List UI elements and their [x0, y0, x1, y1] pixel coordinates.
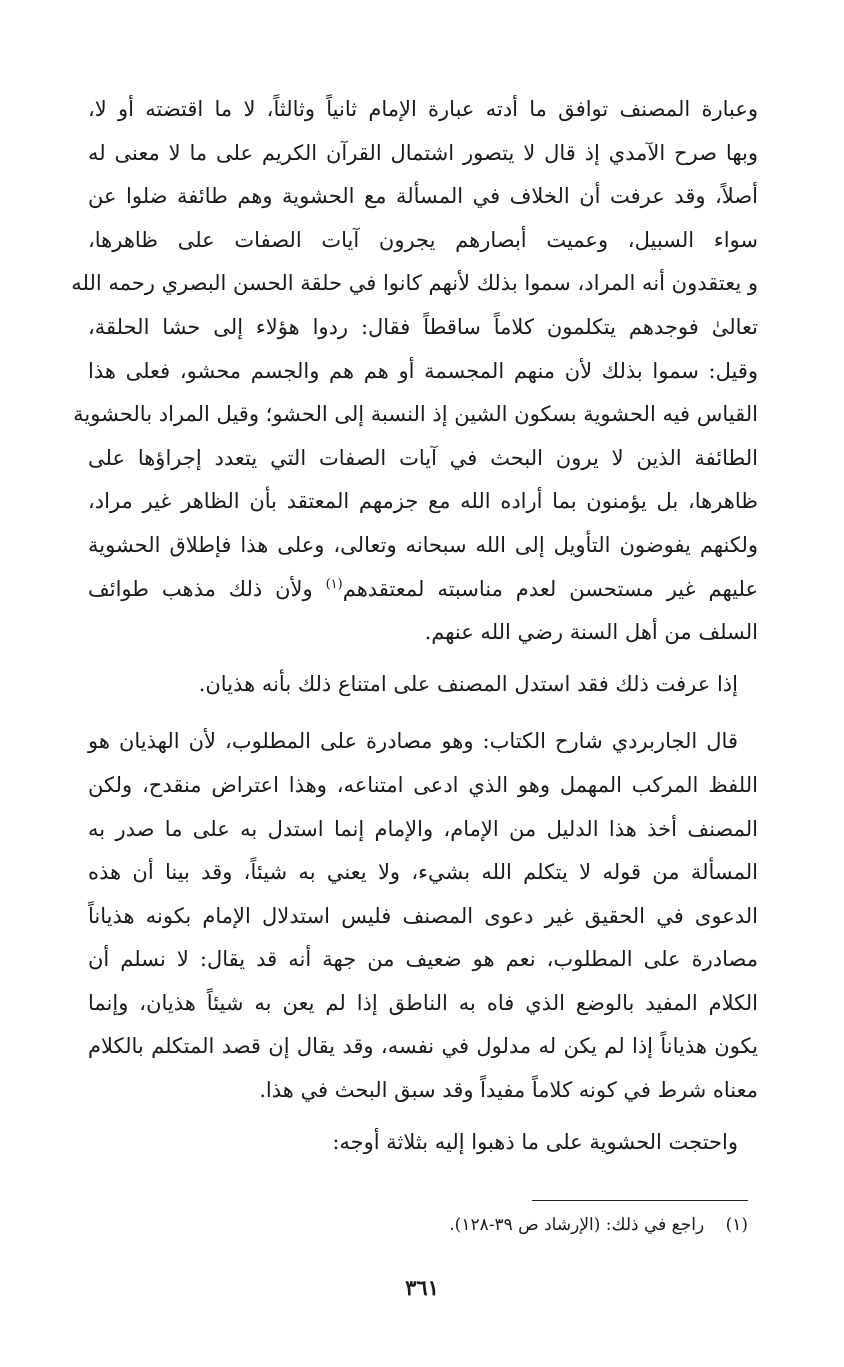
text-line: و يعتقدون أنه المراد، سموا بذلك لأنهم كانوا في حلقة الحسن البصري رحمه الله: [71, 271, 758, 296]
text-line: وقيل: سموا بذلك لأن منهم المجسمة أو هم هم والجسم محشو، فعلى هذا: [88, 358, 758, 383]
text-line: قال الجاربردي شارح الكتاب: وهو مصادرة على المطلوب، لأن الهذيان هو: [88, 729, 738, 754]
text-line: إذا عرفت ذلك فقد استدل المصنف على امتناع ذلك بأنه هذيان.: [198, 671, 738, 696]
text-line: السلف من أهل السنة رضي الله عنهم.: [424, 620, 758, 645]
text-line: ولكنهم يفوضون التأويل إلى الله سبحانه وتعالى، وعلى هذا فإطلاق الحشوية: [88, 532, 758, 557]
text-line: المصنف أخذ هذا الدليل من الإمام، والإمام إنما استدل به على ما صدر به: [88, 816, 758, 841]
text-line: ظاهرها، بل يؤمنون بما أراده الله مع جزمهم المعتقد بأن الظاهر غير مراد،: [88, 489, 758, 514]
paragraph-2: [88, 663, 758, 707]
text-line: واحتجت الحشوية على ما ذهبوا إليه بثلاثة أوجه:: [332, 1129, 738, 1154]
text-line: اللفظ المركب المهمل وهو الذي ادعى امتناعه، وهذا اعتراض منقدح، ولكن: [88, 772, 758, 797]
footnote-divider: [532, 1200, 748, 1201]
text-line: أصلاً، وقد عرفت أن الخلاف في المسألة مع الحشوية وهم طائفة ضلوا عن: [88, 184, 758, 209]
text-line: معناه شرط في كونه كلاماً مفيداً وقد سبق البحث في هذا.: [259, 1078, 758, 1103]
footnote: [449, 1210, 748, 1240]
page-number: ٣٦١: [405, 1275, 439, 1300]
text-line: تعالىٰ فوجدهم يتكلمون كلاماً ساقطاً فقال: ردوا هؤلاء إلى حشا الحلقة،: [88, 314, 758, 339]
text-line: وبها صرح الآمدي إذ قال لا يتصور اشتمال القرآن الكريم على ما لا معنى له: [88, 140, 758, 165]
text-line: الدعوى في الحقيق غير دعوى المصنف فليس استدلال الإمام بكونه هذياناً: [88, 903, 758, 928]
text-line: القياس فيه الحشوية بسكون الشين إذ النسبة إلى الحشو؛ وقيل المراد بالحشوية: [73, 402, 758, 427]
paragraph-4: [88, 1121, 758, 1165]
text-line: المسألة من قوله لا يتكلم الله بشيء، ولا يعني به شيئاً، وقد بينا أن هذه: [88, 860, 758, 885]
paragraph-1: [71, 88, 759, 655]
text-line-with-footnote: [88, 568, 758, 612]
text-segment: ولأن ذلك مذهب طوائف: [88, 576, 326, 601]
text-line: الطائفة الذين لا يرون البحث في آيات الصفات التي يتعدد إجراؤها على: [88, 445, 758, 470]
footnote-number: (١): [725, 1215, 748, 1235]
text-line: وعبارة المصنف توافق ما أدته عبارة الإمام ثانياً وثالثاً، لا ما اقتضته أو لا،: [88, 97, 758, 121]
paragraph-3: [88, 720, 758, 1112]
text-line: مصادرة على المطلوب، نعم هو ضعيف من جهة أنه قد يقال: لا نسلم أن: [88, 947, 758, 972]
text-line: يكون هذياناً إذا لم يكن له مدلول في نفسه، وقد يقال إن قصد المتكلم بالكلام: [88, 1034, 758, 1059]
text-line: سواء السبيل، وعميت أبصارهم يجرون آيات الصفات على ظاهرها،: [88, 227, 758, 252]
text-line: الكلام المفيد بالوضع الذي فاه به الناطق إذا لم يعن به شيئاً هذيان، وإنما: [88, 990, 758, 1015]
footnote-text: راجع في ذلك: (الإرشاد ص ٣٩-١٢٨).: [449, 1215, 705, 1235]
page-body: [71, 88, 759, 1164]
text-segment: عليهم غير مستحسن لعدم مناسبته لمعتقدهم: [342, 576, 759, 601]
footnote-reference[interactable]: (١): [325, 576, 343, 592]
